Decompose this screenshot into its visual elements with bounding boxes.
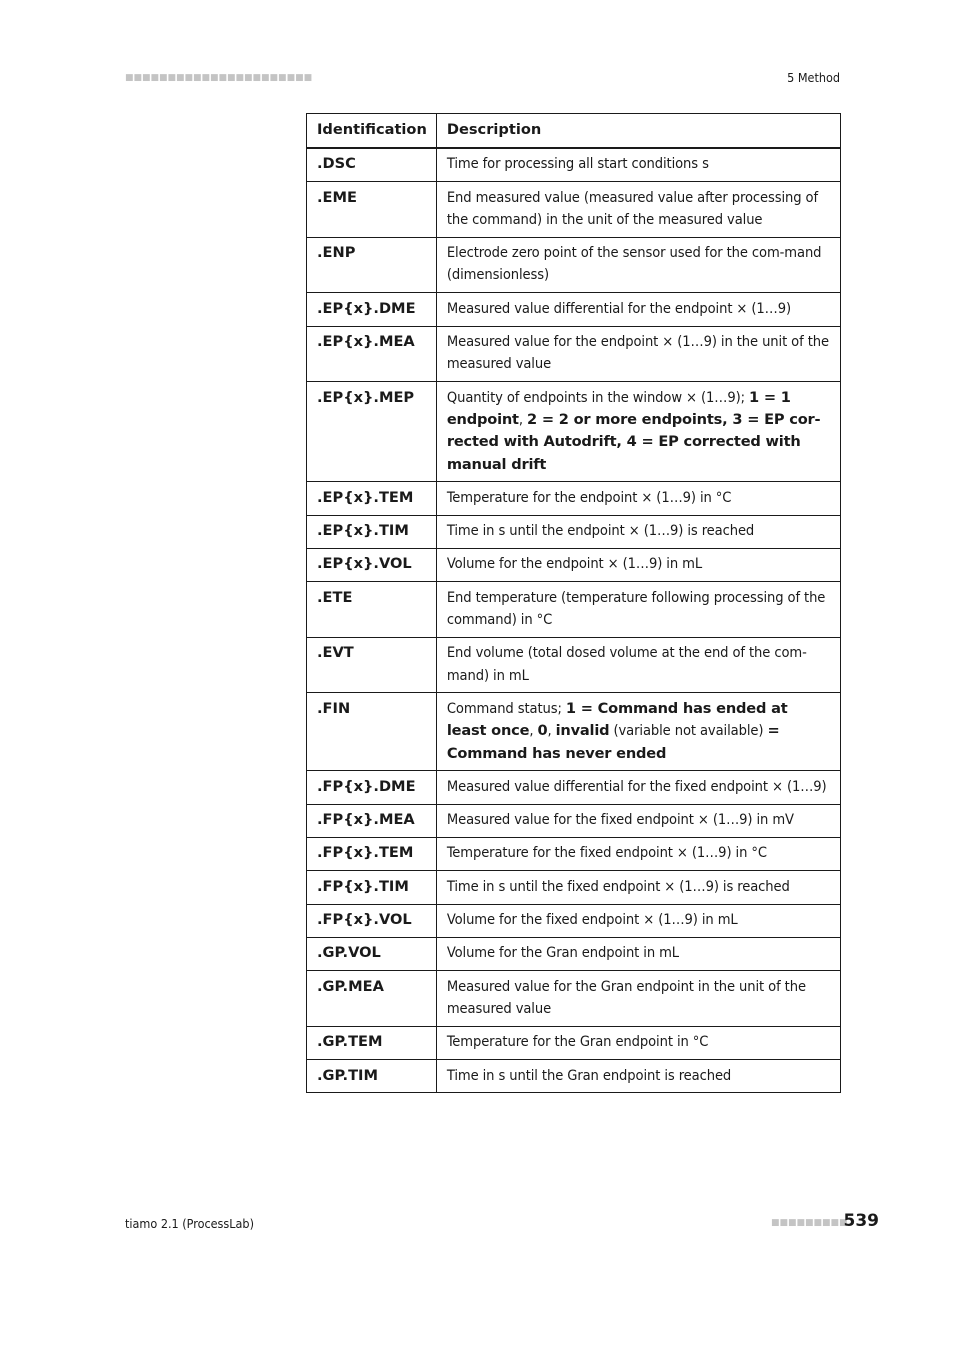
description-text: End volume (total dosed volume at the end of the com-mand) in mL: [446, 644, 807, 684]
identification-cell: .FIN: [307, 693, 437, 771]
table-body: [307, 148, 841, 1093]
description-cell: [436, 971, 840, 1027]
description-cell: [436, 182, 840, 238]
description-cell: [436, 837, 840, 870]
description-cell: [436, 871, 840, 904]
description-text: (variable not available): [609, 722, 768, 740]
description-text: Time for processing all start conditions s: [446, 155, 709, 173]
description-text: ,: [518, 410, 527, 428]
identification-cell: .EP{x}.VOL: [307, 548, 437, 581]
description-text: Temperature for the endpoint × (1…9) in °C: [446, 488, 732, 506]
identification-cell: .FP{x}.MEA: [307, 804, 437, 837]
table-row: [307, 582, 841, 638]
description-cell: [436, 804, 840, 837]
description-cell: [436, 637, 840, 693]
description-text: Measured value for the endpoint × (1…9) in the unit of the measured value: [446, 333, 829, 373]
description-cell: [436, 326, 840, 382]
page-number: 539: [843, 1211, 879, 1231]
identification-cell: .FP{x}.DME: [307, 771, 437, 804]
description-text: Time in s until the fixed endpoint × (1…9) is reached: [446, 877, 790, 895]
table-row: [307, 837, 841, 870]
description-text: Measured value for the fixed endpoint × (1…9) in mV: [446, 811, 794, 829]
description-cell: [436, 937, 840, 970]
description-text: Electrode zero point of the sensor used for the com-mand (dimensionless): [446, 244, 822, 284]
table-row: [307, 548, 841, 581]
description-text: Temperature for the Gran endpoint in °C: [446, 1033, 709, 1051]
table-row: [307, 871, 841, 904]
table-row: [307, 482, 841, 515]
table-row: [307, 971, 841, 1027]
table-row: [307, 904, 841, 937]
description-text: Quantity of endpoints in the window × (1…9);: [446, 388, 749, 406]
description-bold-text: invalid: [555, 722, 610, 740]
description-cell: [436, 1026, 840, 1059]
header-decoration: ■■■■■■■■■■■■■■■■■■■■■■: [125, 73, 313, 83]
description-text: Volume for the Gran endpoint in mL: [446, 944, 680, 962]
description-text: End measured value (measured value after processing of the command) in the unit of the measured value: [446, 188, 818, 228]
column-header-description: Description: [436, 114, 840, 148]
identification-cell: .EP{x}.MEA: [307, 326, 437, 382]
identification-cell: .EME: [307, 182, 437, 238]
identification-cell: .FP{x}.TIM: [307, 871, 437, 904]
description-cell: [436, 904, 840, 937]
description-text: Measured value differential for the fixed endpoint × (1…9): [446, 777, 827, 795]
table-row: [307, 182, 841, 238]
description-cell: [436, 693, 840, 771]
description-cell: [436, 515, 840, 548]
identification-cell: .GP.VOL: [307, 937, 437, 970]
identification-cell: .ENP: [307, 237, 437, 293]
identification-cell: .EP{x}.MEP: [307, 382, 437, 482]
table-row: [307, 1060, 841, 1093]
identification-cell: .FP{x}.VOL: [307, 904, 437, 937]
identification-cell: .EP{x}.DME: [307, 293, 437, 326]
description-text: Temperature for the fixed endpoint × (1…9) in °C: [446, 844, 767, 862]
identification-cell: .GP.TIM: [307, 1060, 437, 1093]
description-bold-text: 1 = 1 endpoint: [446, 388, 791, 428]
table-row: [307, 1026, 841, 1059]
description-bold-text: 1 = Command has ended at least once: [446, 699, 788, 740]
description-text: End temperature (temperature following processing of the command) in °C: [446, 588, 826, 629]
description-bold-text: = Command has never ended: [446, 722, 780, 762]
section-title: 5 Method: [787, 70, 840, 85]
table-row: [307, 937, 841, 970]
description-text: Measured value differential for the endpoint × (1…9): [446, 299, 791, 317]
identification-cell: .ETE: [307, 582, 437, 638]
description-text: Volume for the fixed endpoint × (1…9) in mL: [446, 911, 738, 929]
identification-cell: .EVT: [307, 637, 437, 693]
table-header: [307, 114, 841, 148]
description-cell: [436, 482, 840, 515]
table-row: [307, 148, 841, 182]
table-row: [307, 326, 841, 382]
table-row: [307, 515, 841, 548]
description-cell: [436, 293, 840, 326]
description-text: Time in s until the endpoint × (1…9) is reached: [446, 522, 755, 540]
description-cell: [436, 382, 840, 482]
description-bold-text: 2 = 2 or more endpoints, 3 = EP cor-rected with Autodrift, 4 = EP corrected with manual drift: [446, 410, 821, 473]
footer-decoration: ■■■■■■■■■: [771, 1218, 848, 1228]
description-cell: [436, 771, 840, 804]
table-row: [307, 237, 841, 293]
table-row: [307, 804, 841, 837]
description-text: ,: [547, 722, 556, 740]
table-row: [307, 693, 841, 771]
identification-cell: .GP.TEM: [307, 1026, 437, 1059]
table-row: [307, 382, 841, 482]
description-text: ,: [529, 722, 538, 740]
identification-cell: .EP{x}.TEM: [307, 482, 437, 515]
description-text: Time in s until the Gran endpoint is reached: [446, 1066, 732, 1084]
table-header-row: [307, 114, 841, 148]
identification-cell: .FP{x}.TEM: [307, 837, 437, 870]
column-header-identification: Identification: [307, 114, 437, 148]
identification-cell: .DSC: [307, 148, 437, 182]
footer-product: tiamo 2.1 (ProcessLab): [125, 1216, 254, 1231]
description-text: Volume for the endpoint × (1…9) in mL: [446, 555, 703, 573]
description-cell: [436, 582, 840, 638]
description-cell: [436, 148, 840, 182]
description-cell: [436, 1060, 840, 1093]
description-text: Command status;: [446, 699, 566, 717]
description-cell: [436, 548, 840, 581]
description-text: Measured value for the Gran endpoint in the unit of the measured value: [446, 977, 806, 1017]
identification-table: [306, 113, 841, 1093]
description-bold-text: 0: [537, 722, 548, 740]
description-cell: [436, 237, 840, 293]
table-row: [307, 771, 841, 804]
identification-cell: .EP{x}.TIM: [307, 515, 437, 548]
table-row: [307, 637, 841, 693]
identification-cell: .GP.MEA: [307, 971, 437, 1027]
table-row: [307, 293, 841, 326]
